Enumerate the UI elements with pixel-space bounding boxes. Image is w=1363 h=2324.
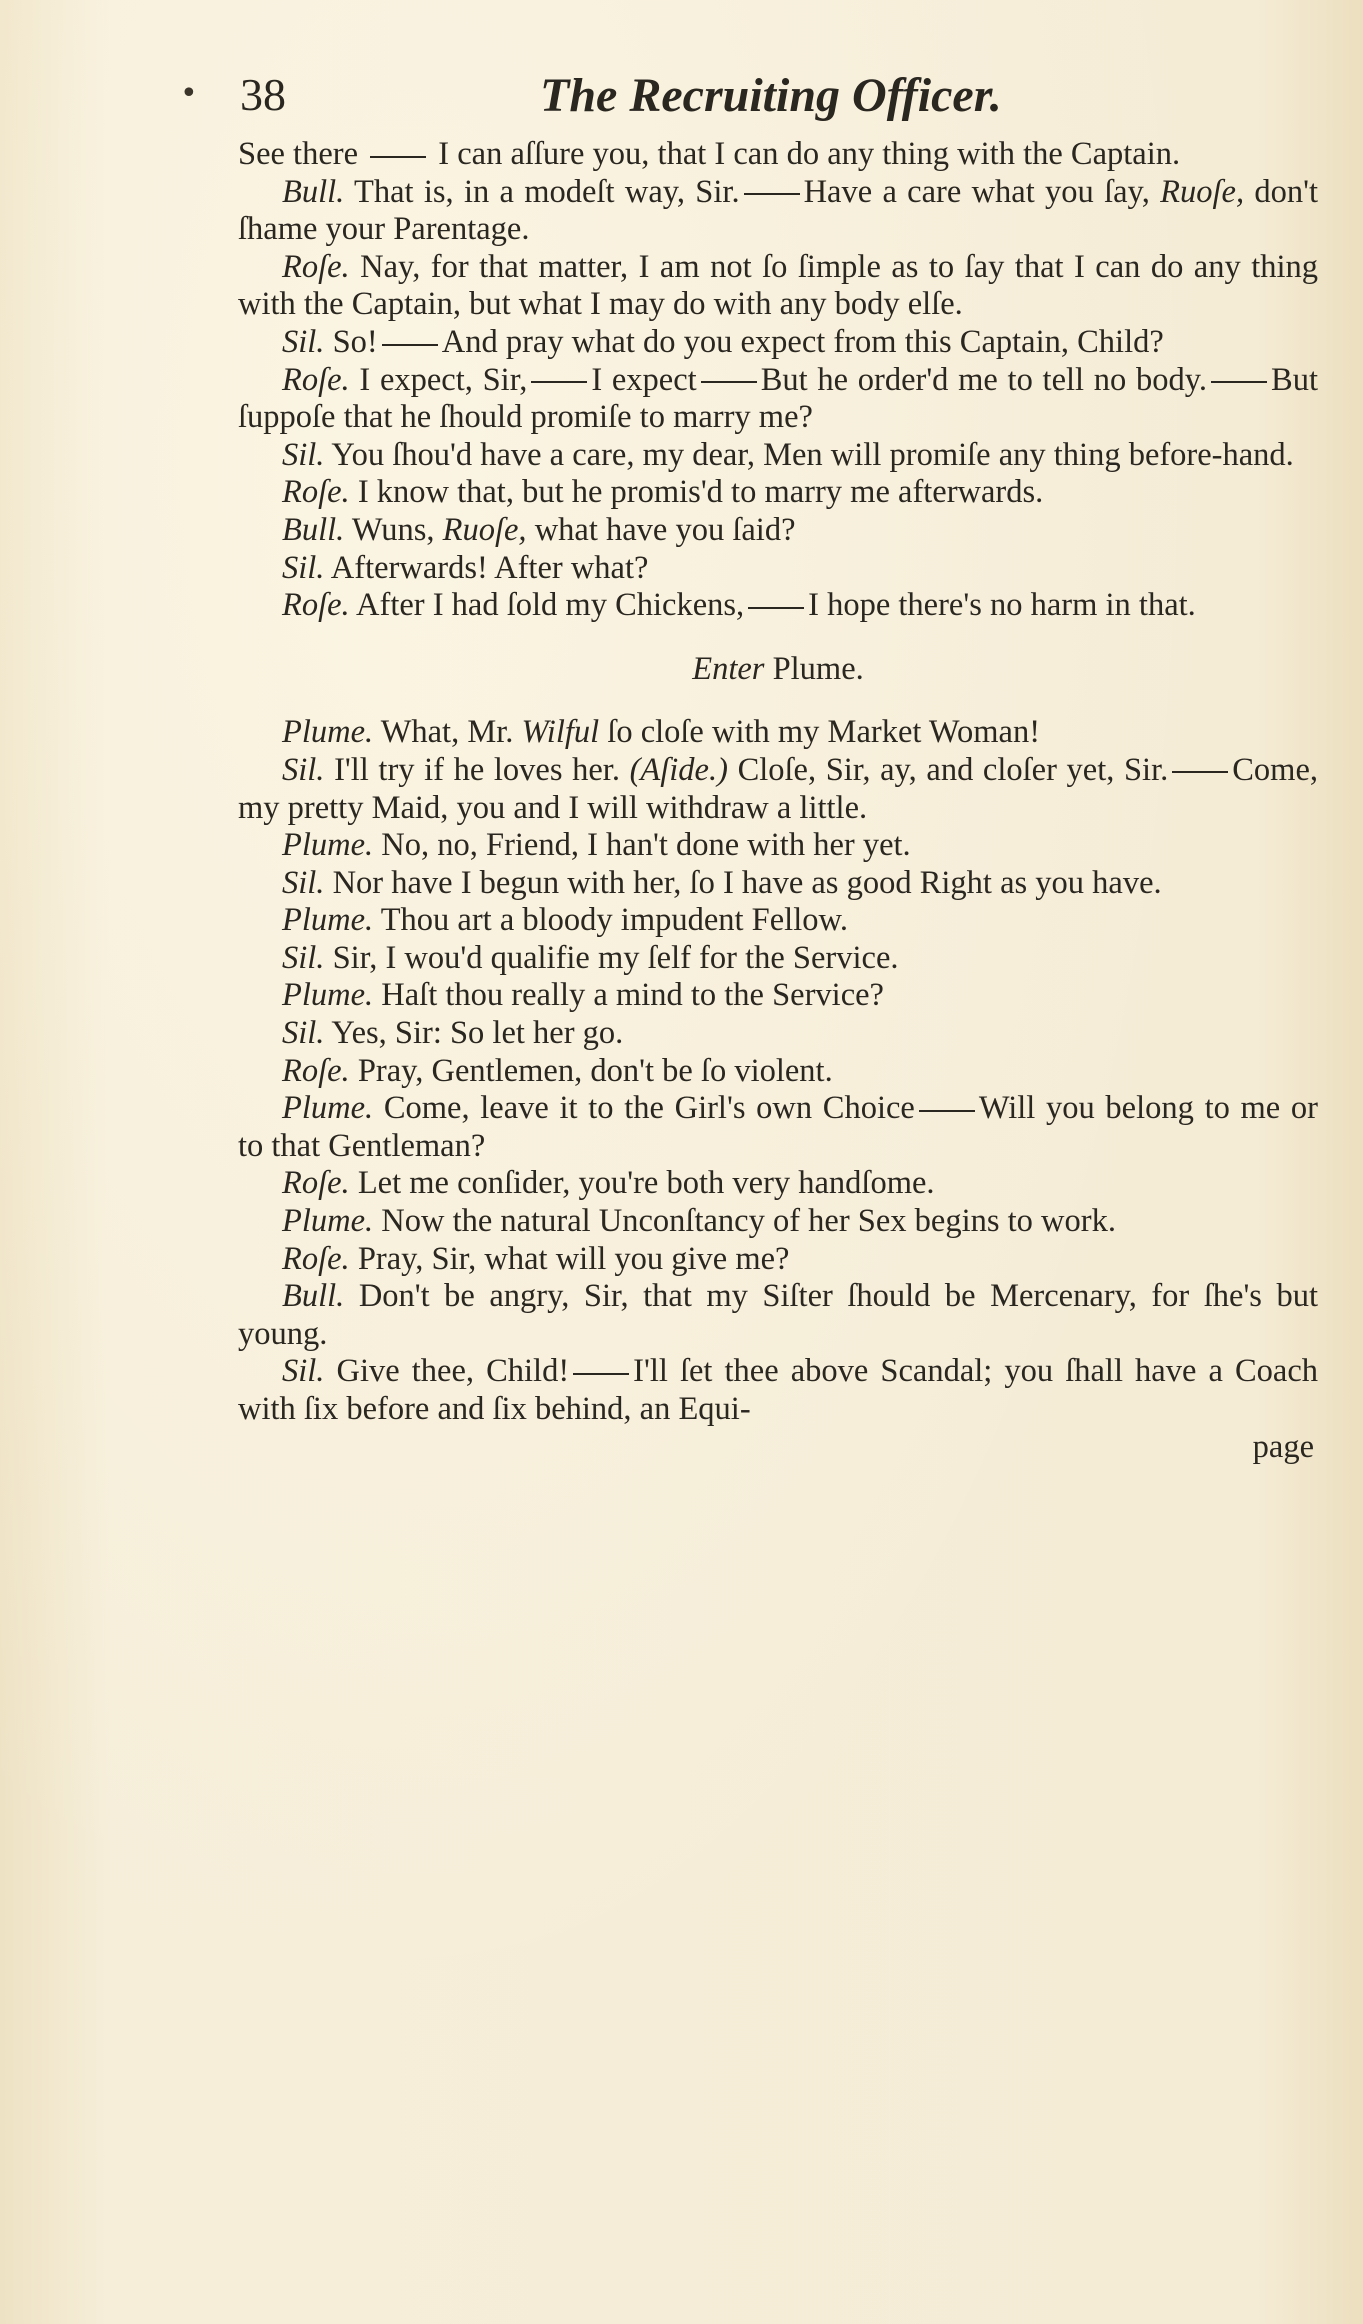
speech-text: Cloſe, Sir, ay, and cloſer yet, Sir.	[737, 751, 1169, 788]
speech-continuation	[238, 136, 1318, 174]
speech-text: I can aſſure you, that I can do any thing with the Captain.	[438, 136, 1181, 172]
speaker-label: Plume.	[282, 902, 374, 939]
speech-text: Yes, Sir: So let her go.	[331, 1015, 624, 1052]
speech-rose	[238, 1165, 1318, 1203]
speech-text: I expect	[591, 361, 697, 398]
speech-rose	[238, 587, 1318, 625]
speech-plume	[238, 714, 1318, 752]
speech-text: Come, my pretty Maid, you and I will withdraw a little.	[238, 751, 1319, 826]
em-dash	[919, 1110, 975, 1112]
catchword: page	[1252, 1428, 1314, 1465]
stage-character: Plume.	[772, 650, 864, 687]
speech-text: After I had ſold my Chickens,	[356, 587, 745, 624]
em-dash	[701, 381, 757, 383]
speech-bull	[238, 512, 1318, 550]
speech-text: Give thee, Child!	[336, 1353, 570, 1390]
speech-text: No, no, Friend, I han't done with her yet.	[381, 827, 911, 864]
speaker-label: Roſe.	[282, 1240, 350, 1277]
stage-enter: Enter	[692, 650, 765, 687]
name-italic: Ruoſe,	[1160, 173, 1245, 210]
speaker-label: Plume.	[282, 1090, 374, 1127]
speaker-label: Roſe.	[282, 248, 350, 285]
em-dash	[1211, 381, 1267, 383]
speech-text: Let me conſider, you're both very handſome.	[357, 1165, 935, 1202]
em-dash	[531, 381, 587, 383]
speech-text: I hope there's no harm in that.	[808, 587, 1196, 624]
margin-marker: •	[180, 76, 198, 111]
speech-text: Thou art a bloody impudent Fellow.	[380, 902, 848, 939]
speech-text: I'll try if he loves her.	[334, 751, 620, 788]
speech-text: But ſuppoſe that he ſhould promiſe to marry me?	[238, 361, 1318, 436]
speech-text: But he order'd me to tell no body.	[760, 361, 1208, 398]
speech-bull	[238, 174, 1318, 249]
speaker-label: Roſe.	[282, 474, 350, 511]
speaker-label: Roſe.	[282, 587, 350, 624]
speech-text: See there	[238, 136, 359, 172]
speaker-label: Plume.	[282, 827, 374, 864]
name-italic: Ruoſe,	[442, 511, 527, 548]
speaker-label: Roſe.	[282, 361, 350, 398]
speaker-label: Bull.	[282, 1278, 345, 1315]
speech-rose	[238, 1053, 1318, 1091]
speech-rose	[238, 249, 1318, 324]
speech-rose	[238, 474, 1318, 512]
speech-plume	[238, 977, 1318, 1015]
speech-text: I expect, Sir,	[359, 361, 528, 398]
em-dash	[573, 1373, 629, 1375]
speech-text: Now the natural Unconſtancy of her Sex begins to work.	[381, 1203, 1116, 1240]
speech-plume	[238, 1203, 1318, 1241]
speaker-label: Sil.	[282, 864, 325, 901]
aside-direction: (Aſide.)	[629, 751, 728, 788]
speech-plume	[238, 827, 1318, 865]
speech-plume	[238, 1090, 1318, 1165]
speech-text: Have a care what you ſay,	[803, 173, 1150, 210]
speech-text: Sir, I wou'd qualifie my ſelf for the Service.	[332, 939, 899, 976]
speech-text: And pray what do you expect from this Captain, Child?	[441, 323, 1164, 360]
speaker-label: Sil.	[282, 549, 325, 586]
speech-text: Nor have I begun with her, ſo I have as good Right as you have.	[332, 864, 1162, 901]
em-dash	[1172, 771, 1228, 773]
speech-text: That is, in a modeſt way, Sir.	[354, 173, 740, 210]
speaker-label: Bull.	[282, 511, 345, 548]
speech-sil	[238, 1015, 1318, 1053]
speech-sil	[238, 865, 1318, 903]
speech-text: Pray, Gentlemen, don't be ſo violent.	[357, 1052, 833, 1089]
play-text	[238, 136, 1318, 1466]
speech-sil	[238, 752, 1318, 827]
speech-text: I know that, but he promis'd to marry me afterwards.	[357, 474, 1044, 511]
speaker-label: Sil.	[282, 323, 325, 360]
em-dash	[748, 607, 804, 609]
speech-text: Don't be angry, Sir, that my Siſter ſhould be Mercenary, for ſhe's but young.	[238, 1278, 1318, 1352]
name-italic: Wilful	[521, 714, 600, 751]
speaker-label: Roſe.	[282, 1165, 350, 1202]
speech-text: Come, leave it to the Girl's own Choice	[383, 1090, 915, 1127]
stage-direction	[238, 651, 1318, 689]
speech-sil	[238, 550, 1318, 588]
speaker-label: Plume.	[282, 1203, 374, 1240]
speech-sil	[238, 437, 1318, 475]
speech-text: Pray, Sir, what will you give me?	[357, 1240, 790, 1277]
speech-text: what have you ſaid?	[534, 511, 796, 548]
em-dash	[382, 344, 438, 346]
speaker-label: Sil.	[282, 436, 325, 473]
speech-text: Haſt thou really a mind to the Service?	[381, 977, 884, 1014]
page-header	[180, 68, 1330, 138]
speech-sil	[238, 940, 1318, 978]
speech-text: I'll ſet thee above Scandal; you ſhall have a Coach with ſix before and ſix behind, an Equi-	[238, 1353, 1318, 1427]
speech-text: So!	[332, 323, 378, 360]
speech-rose	[238, 1241, 1318, 1279]
speech-bull	[238, 1278, 1318, 1353]
page-number: 38	[240, 69, 286, 120]
em-dash	[370, 156, 426, 158]
speaker-label: Sil.	[282, 1353, 325, 1390]
speech-text: Afterwards! After what?	[330, 549, 649, 586]
speaker-label: Sil.	[282, 939, 325, 976]
em-dash	[744, 193, 800, 195]
speech-text: Will you belong to me or to that Gentleman?	[238, 1090, 1318, 1164]
speech-rose	[238, 362, 1318, 437]
speaker-label: Roſe.	[282, 1052, 350, 1089]
speech-sil	[238, 324, 1318, 362]
speaker-label: Plume.	[282, 714, 374, 751]
speech-text: ſo cloſe with my Market Woman!	[607, 714, 1041, 751]
speaker-label: Bull.	[282, 173, 345, 210]
speech-text: You ſhou'd have a care, my dear, Men will promiſe any thing before-hand.	[331, 436, 1294, 473]
speech-text: Nay, for that matter, I am not ſo ſimple as to ſay that I can do any thing with the Captain, but what I may do with any body elſe.	[238, 248, 1319, 323]
speech-text: Wuns,	[351, 511, 435, 548]
speaker-label: Sil.	[282, 751, 325, 788]
speaker-label: Sil.	[282, 1015, 325, 1052]
speech-plume	[238, 902, 1318, 940]
speech-sil	[238, 1353, 1318, 1428]
running-title: The Recruiting Officer.	[540, 69, 1002, 122]
speaker-label: Plume.	[282, 977, 374, 1014]
speech-text: What, Mr.	[380, 714, 514, 751]
speech-text: don't ſhame your Parentage.	[238, 173, 1319, 248]
